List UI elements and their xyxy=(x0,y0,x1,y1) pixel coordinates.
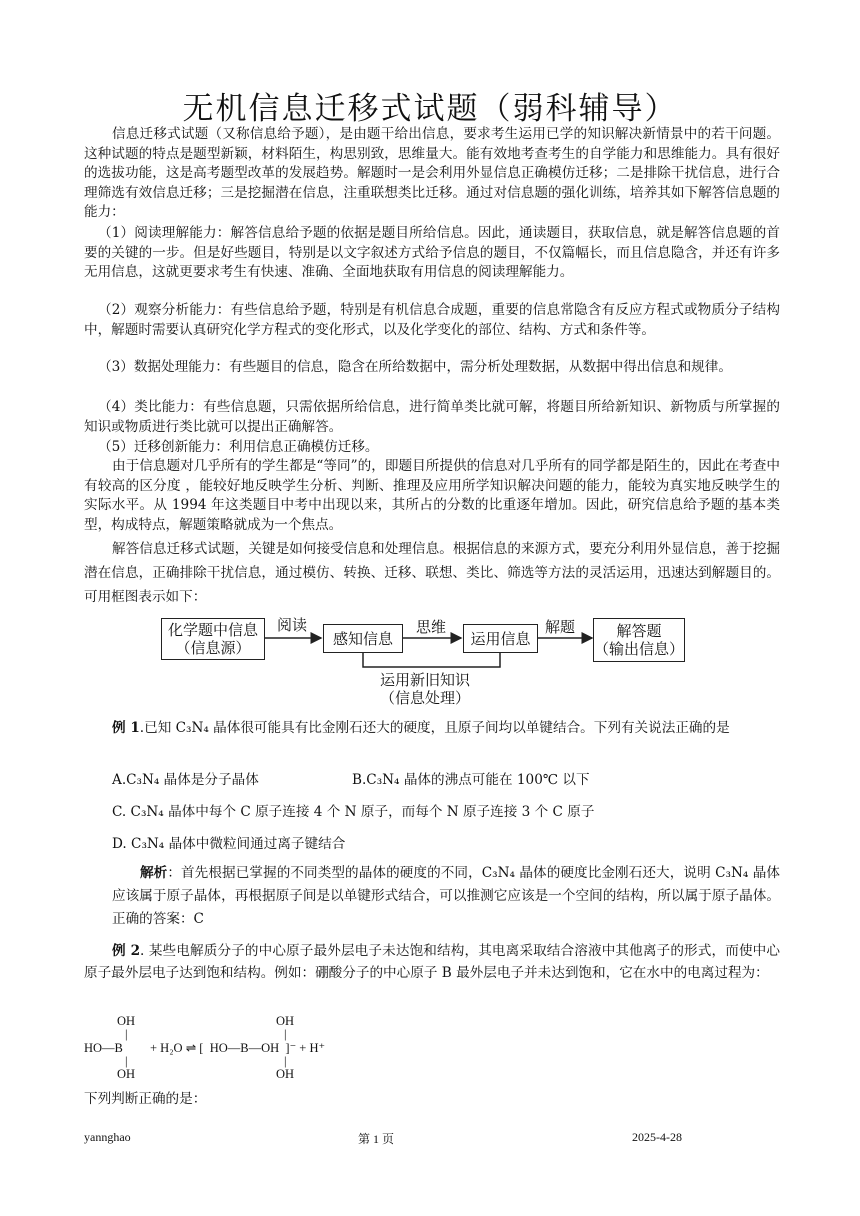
feedback-line xyxy=(363,652,500,667)
eq-left-molecule: HO—B xyxy=(84,1041,123,1055)
ability-1-paragraph: （1）阅读理解能力：解答信息给予题的依据是题目所给信息。因此，通读题目，获取信息，就是解答信息题的首要的关键的一步。但是好些题目，特别是以文字叙述方式给予信息的题目，不仅篇幅长，而且信息隐含，并还有许多无用信息，这就更要求考生有快速、准确、全面地获取有用信息的阅读理解能力。 xyxy=(84,225,780,280)
flow-label-think: 思维 xyxy=(416,618,447,636)
example1-option-d: D. C₃N₄ 晶体中微粒间通过离子键结合 xyxy=(112,836,346,852)
ability-5-paragraph: （5）迁移创新能力：利用信息正确模仿迁移。 xyxy=(98,439,379,455)
eq-bond-bottom-left: | xyxy=(125,1054,128,1068)
method-paragraph: 解答信息迁移式试题，关键是如何接受信息和处理信息。根据信息的来源方式，要充分利用外显信息，善于挖掘潜在信息，正确排除干扰信息，通过模仿、转换、迁移、联想、类比、筛选等方法的灵活运用，迅速达到解题目的。可用框图表示如下： xyxy=(84,541,780,605)
example1-analysis xyxy=(112,862,780,931)
equal-paragraph: 由于信息题对几乎所有的学生都是“等同”的，即题目所提供的信息对几乎所有的同学都是陌生的，因此在考查中有较高的区分度 ，能较好地反映学生分析、判断、推理及应用所学知识解决问题的能力，能较为真实地反映学生的实际水平。从 1994 年这类题目中考中出现以来，其所占的分数的比重逐年增加。因此，研究信息给予题的基本类型，构成特点，解题策略就成为一个焦点。 xyxy=(84,458,780,533)
ability-3-paragraph: （3）数据处理能力：有些题目的信息，隐含在所给数据中，需分析处理数据，从数据中得出信息和规律。 xyxy=(98,359,732,375)
example1-option-b: B.C₃N₄ 晶体的沸点可能在 100℃ 以下 xyxy=(352,772,590,788)
example2-stem-text: . 某些电解质分子的中心原子最外层电子未达饱和结构，其电离采取结合溶液中其他离子的形式，而使中心原子最外层电子达到饱和结构。例如：硼酸分子的中心原子 B 最外层电子并未达到饱和，它在水中的电离过程为： xyxy=(84,943,780,981)
flow-box-source xyxy=(161,618,265,660)
page-title: 无机信息迁移式试题（弱科辅导） xyxy=(182,91,678,127)
example1-option-a: A.C₃N₄ 晶体是分子晶体 xyxy=(112,772,259,788)
example2-label: 例 2 xyxy=(112,943,141,959)
flow-box-apply xyxy=(463,624,538,653)
example1-stem xyxy=(112,719,780,738)
flow-label-solve: 解题 xyxy=(545,618,576,636)
example1-analysis-label: 解析 xyxy=(140,865,168,881)
eq-oh-bottom-right: OH xyxy=(276,1067,295,1081)
flow-box-source-line1: 化学题中信息 xyxy=(167,621,258,639)
footer-page-number: 第 1 页 xyxy=(358,1132,395,1146)
example1-analysis-text: ：首先根据已掌握的不同类型的晶体的硬度的不同，C₃N₄ 晶体的硬度比金刚石还大，说明 C₃N₄ 晶体应该属于原子晶体，再根据原子间是以单键形式结合，可以推测它应该是一个空间的结构，所以属于原子晶体。正确的答案：C xyxy=(112,865,780,927)
example1-option-c: C. C₃N₄ 晶体中每个 C 原子连接 4 个 N 原子，而每个 N 原子连接 3 个 C 原子 xyxy=(112,804,595,820)
example1-label: 例 1 xyxy=(112,720,140,736)
example2-after: 下列判断正确的是： xyxy=(84,1091,207,1107)
flow-box-answer-line1: 解答题 xyxy=(616,622,662,640)
flow-bottom-line1: 运用新旧知识 xyxy=(380,671,471,689)
eq-bond-bottom-right: | xyxy=(284,1054,287,1068)
eq-oh-top-right: OH xyxy=(276,1014,295,1028)
eq-bond-top-right: | xyxy=(284,1027,287,1041)
example2-stem xyxy=(84,940,780,984)
eq-oh-top-left: OH xyxy=(117,1014,136,1028)
example1-stem-text: .已知 C₃N₄ 晶体很可能具有比金刚石还大的硬度，且原子间均以单键结合。下列有关说法正确的是 xyxy=(139,720,730,736)
flow-box-apply-label: 运用信息 xyxy=(470,629,531,648)
flow-box-answer-line2: （输出信息） xyxy=(594,640,685,658)
flow-label-read: 阅读 xyxy=(277,616,308,634)
flow-bottom-line2: （信息处理） xyxy=(380,689,471,707)
ability-4-paragraph: （4）类比能力：有些信息题，只需依据所给信息，进行简单类比就可解，将题目所给新知识、新物质与所掌握的知识或物质进行类比就可以提出正确解答。 xyxy=(84,399,780,435)
footer-author: yannghao xyxy=(84,1130,131,1144)
flow-box-perceive xyxy=(323,624,403,653)
ability-2-paragraph: （2）观察分析能力：有些信息给予题，特别是有机信息合成题，重要的信息常隐含有反应方程式或物质分子结构中，解题时需要认真研究化学方程式的变化形式，以及化学变化的部位、结构、方式和条件等。 xyxy=(84,302,780,338)
eq-rest: + H₂O ⇌ [ HO—B—OH ]⁻ + H⁺ xyxy=(150,1041,326,1055)
intro-paragraph: 信息迁移式试题（又称信息给予题），是由题干给出信息，要求考生运用已学的知识解决新情景中的若干问题。这种试题的特点是题型新颖，材料陌生，构思别致，思维量大。能有效地考查考生的自学能力和思维能力。具有很好的选拔功能，这是高考题型改革的发展趋势。解题时一是会利用外显信息正确模仿迁移；二是排除干扰信息，进行合理筛选有效信息迁移；三是挖掘潜在信息，注重联想类比迁移。通过对信息题的强化训练，培养其如下解答信息题的能力： xyxy=(84,126,780,220)
eq-bond-top-left: | xyxy=(125,1027,128,1041)
flow-box-perceive-label: 感知信息 xyxy=(332,629,393,648)
footer-date: 2025-4-28 xyxy=(632,1130,682,1144)
flow-box-source-line2: （信息源） xyxy=(175,639,251,657)
eq-oh-bottom-left: OH xyxy=(117,1067,136,1081)
flow-box-answer xyxy=(593,618,685,662)
